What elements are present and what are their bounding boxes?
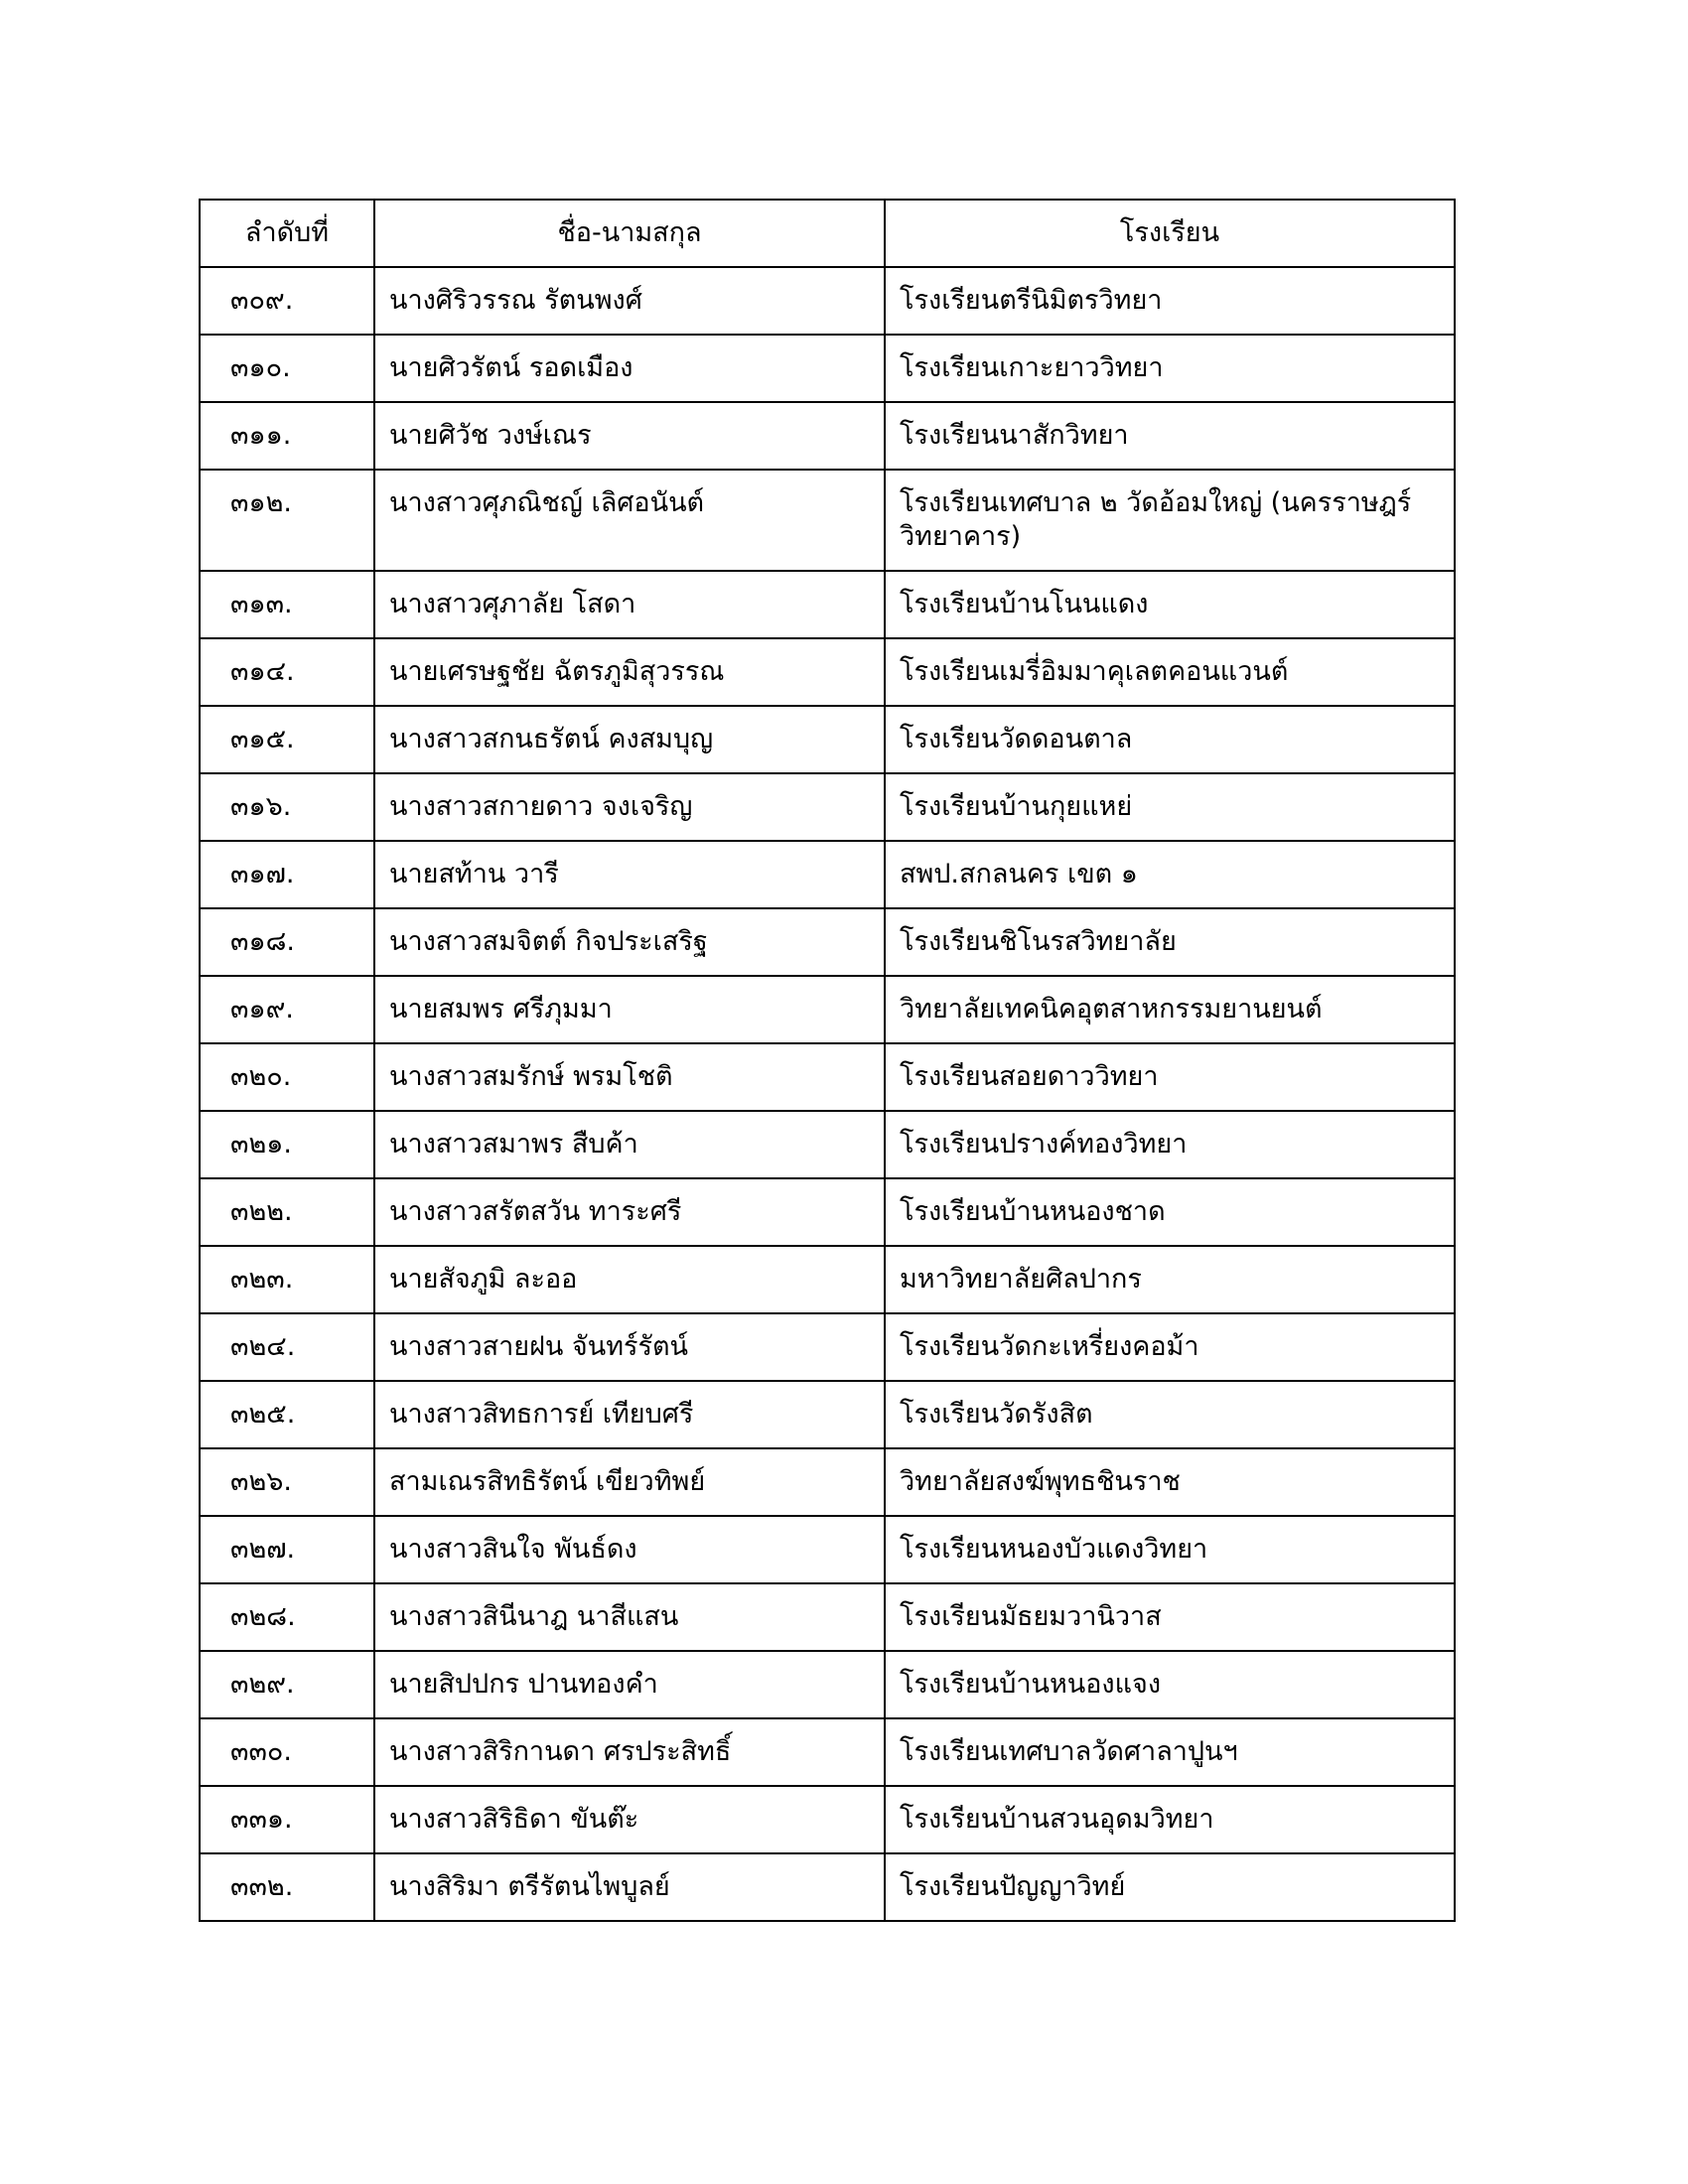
row-name: นางสาวสกายดาว จงเจริญ	[374, 773, 885, 841]
row-number: ๓๑๓.	[200, 571, 374, 638]
table-row	[200, 267, 1455, 335]
row-name: นางสาวสกนธรัตน์ คงสมบุญ	[374, 706, 885, 773]
row-school: โรงเรียนสอยดาววิทยา	[885, 1043, 1455, 1111]
row-name: นางสาวศุภาลัย โสดา	[374, 571, 885, 638]
row-number: ๓๒๗.	[200, 1516, 374, 1583]
header-number: ลำดับที่	[200, 200, 374, 267]
table-row	[200, 706, 1455, 773]
table-header-row	[200, 200, 1455, 267]
row-school: โรงเรียนชิโนรสวิทยาลัย	[885, 908, 1455, 976]
row-name: นายศิวรัตน์ รอดเมือง	[374, 335, 885, 402]
row-name: นายสิปปกร ปานทองคำ	[374, 1651, 885, 1718]
table-row	[200, 1853, 1455, 1921]
row-name: นายสมพร ศรีภุมมา	[374, 976, 885, 1043]
row-number: ๓๐๙.	[200, 267, 374, 335]
row-name: นางสิริมา ตรีรัตนไพบูลย์	[374, 1853, 885, 1921]
row-school: โรงเรียนวัดดอนตาล	[885, 706, 1455, 773]
row-school: โรงเรียนหนองบัวแดงวิทยา	[885, 1516, 1455, 1583]
row-school: โรงเรียนเทศบาลวัดศาลาปูนฯ	[885, 1718, 1455, 1786]
row-school: โรงเรียนวัดกะเหรี่ยงคอม้า	[885, 1313, 1455, 1381]
row-name: นางศิริวรรณ รัตนพงศ์	[374, 267, 885, 335]
row-number: ๓๒๒.	[200, 1178, 374, 1246]
table-row	[200, 841, 1455, 908]
table-row	[200, 1516, 1455, 1583]
row-school: โรงเรียนมัธยมวานิวาส	[885, 1583, 1455, 1651]
row-number: ๓๑๑.	[200, 402, 374, 470]
row-school: โรงเรียนบ้านสวนอุดมวิทยา	[885, 1786, 1455, 1853]
row-school: โรงเรียนบ้านโนนแดง	[885, 571, 1455, 638]
row-school: โรงเรียนเมรี่อิมมาคุเลตคอนแวนต์	[885, 638, 1455, 706]
table-row	[200, 1381, 1455, 1448]
row-number: ๓๒๕.	[200, 1381, 374, 1448]
row-name: นางสาวสินีนาฎ นาสีแสน	[374, 1583, 885, 1651]
row-name: นางสาวศุภณิชญ์ เลิศอนันต์	[374, 470, 885, 571]
table-row	[200, 908, 1455, 976]
table-row	[200, 1246, 1455, 1313]
row-name: นางสาวสมจิตต์ กิจประเสริฐ	[374, 908, 885, 976]
row-name: นายสท้าน วารี	[374, 841, 885, 908]
table-row	[200, 773, 1455, 841]
header-school: โรงเรียน	[885, 200, 1455, 267]
row-name: นางสาวสายฝน จันทร์รัตน์	[374, 1313, 885, 1381]
row-number: ๓๓๑.	[200, 1786, 374, 1853]
row-school: วิทยาลัยเทคนิคอุตสาหกรรมยานยนต์	[885, 976, 1455, 1043]
table-row	[200, 1043, 1455, 1111]
row-name: นางสาวสิริธิดา ขันต๊ะ	[374, 1786, 885, 1853]
table-row	[200, 638, 1455, 706]
table-row	[200, 402, 1455, 470]
row-number: ๓๒๑.	[200, 1111, 374, 1178]
row-school: โรงเรียนตรีนิมิตรวิทยา	[885, 267, 1455, 335]
row-number: ๓๑๙.	[200, 976, 374, 1043]
row-number: ๓๒๖.	[200, 1448, 374, 1516]
table-row	[200, 335, 1455, 402]
row-name: นางสาวสรัตสวัน ทาระศรี	[374, 1178, 885, 1246]
row-number: ๓๑๒.	[200, 470, 374, 571]
row-number: ๓๓๐.	[200, 1718, 374, 1786]
row-name: นายเศรษฐชัย ฉัตรภูมิสุวรรณ	[374, 638, 885, 706]
row-number: ๓๑๕.	[200, 706, 374, 773]
table-row	[200, 1651, 1455, 1718]
row-school: โรงเรียนนาสักวิทยา	[885, 402, 1455, 470]
row-school: มหาวิทยาลัยศิลปากร	[885, 1246, 1455, 1313]
row-number: ๓๑๔.	[200, 638, 374, 706]
table-row	[200, 1111, 1455, 1178]
row-name: นางสาวสิทธการย์ เทียบศรี	[374, 1381, 885, 1448]
row-school: โรงเรียนวัดรังสิต	[885, 1381, 1455, 1448]
row-school: โรงเรียนบ้านหนองชาด	[885, 1178, 1455, 1246]
row-name: นางสาวสมรักษ์ พรมโชติ	[374, 1043, 885, 1111]
table-row	[200, 1313, 1455, 1381]
table-row	[200, 1718, 1455, 1786]
row-number: ๓๑๖.	[200, 773, 374, 841]
row-name: นายศิวัช วงษ์เณร	[374, 402, 885, 470]
table-row	[200, 976, 1455, 1043]
participant-table	[199, 199, 1456, 1922]
row-school: โรงเรียนบ้านหนองแจง	[885, 1651, 1455, 1718]
row-number: ๓๒๙.	[200, 1651, 374, 1718]
row-name: นางสาวสมาพร สืบค้า	[374, 1111, 885, 1178]
header-name: ชื่อ-นามสกุล	[374, 200, 885, 267]
row-school: โรงเรียนเทศบาล ๒ วัดอ้อมใหญ่ (นครราษฎร์วิทยาคาร)	[885, 470, 1455, 571]
row-school: วิทยาลัยสงฆ์พุทธชินราช	[885, 1448, 1455, 1516]
table-row	[200, 1583, 1455, 1651]
row-name: นางสาวสิริกานดา ศรประสิทธิ์	[374, 1718, 885, 1786]
row-school: โรงเรียนบ้านกุยแหย่	[885, 773, 1455, 841]
row-number: ๓๒๐.	[200, 1043, 374, 1111]
row-number: ๓๒๘.	[200, 1583, 374, 1651]
row-school: สพป.สกลนคร เขต ๑	[885, 841, 1455, 908]
row-name: สามเณรสิทธิรัตน์ เขียวทิพย์	[374, 1448, 885, 1516]
row-number: ๓๒๔.	[200, 1313, 374, 1381]
row-number: ๓๑๘.	[200, 908, 374, 976]
table-row	[200, 1178, 1455, 1246]
row-school: โรงเรียนเกาะยาววิทยา	[885, 335, 1455, 402]
row-number: ๓๑๗.	[200, 841, 374, 908]
row-number: ๓๒๓.	[200, 1246, 374, 1313]
table-row	[200, 1786, 1455, 1853]
row-name: นางสาวสินใจ พันธ์ดง	[374, 1516, 885, 1583]
table-row	[200, 1448, 1455, 1516]
row-name: นายสัจภูมิ ละออ	[374, 1246, 885, 1313]
row-number: ๓๓๒.	[200, 1853, 374, 1921]
table-row	[200, 470, 1455, 571]
row-number: ๓๑๐.	[200, 335, 374, 402]
row-school: โรงเรียนปัญญาวิทย์	[885, 1853, 1455, 1921]
row-school: โรงเรียนปรางค์ทองวิทยา	[885, 1111, 1455, 1178]
table-row	[200, 571, 1455, 638]
